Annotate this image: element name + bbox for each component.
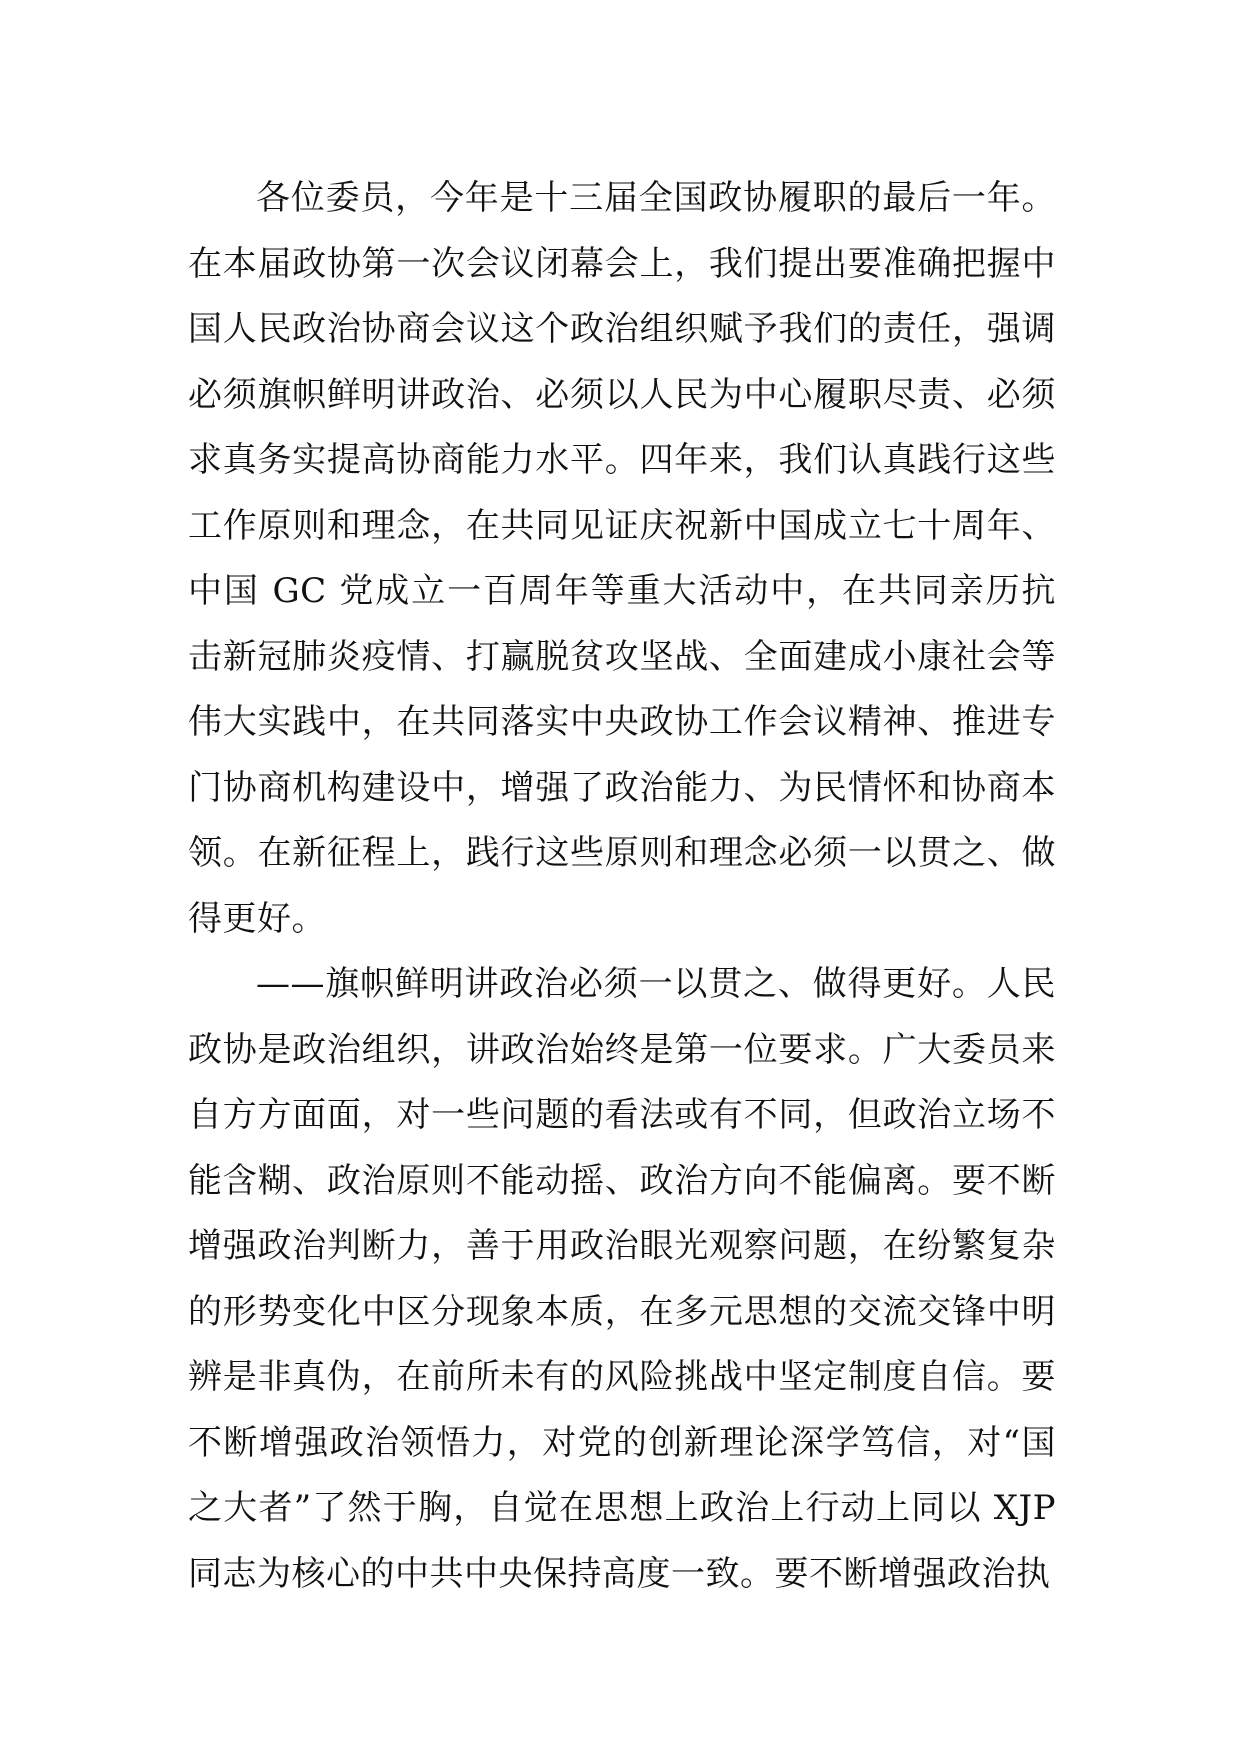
paragraph-1: 各位委员，今年是十三届全国政协履职的最后一年。在本届政协第一次会议闭幕会上，我们提出要准确把握中国人民政治协商会议这个政治组织赋予我们的责任，强调必须旗帜鲜明讲政治、必须以人民为中心履职尽责、必须求真务实提高协商能力水平。四年来，我们认真践行这些工作原则和理念，在共同见证庆祝新中国成立七十周年、中国 GC 党成立一百周年等重大活动中，在共同亲历抗击新冠肺炎疫情、打赢脱贫攻坚战、全面建成小康社会等伟大实践中，在共同落实中央政协工作会议精神、推进专门协商机构建设中，增强了政治能力、为民情怀和协商本领。在新征程上，践行这些原则和理念必须一以贯之、做得更好。	[188, 178, 1056, 939]
paragraph-2: ——旗帜鲜明讲政治必须一以贯之、做得更好。人民政协是政治组织，讲政治始终是第一位要求。广大委员来自方方面面，对一些问题的看法或有不同，但政治立场不能含糊、政治原则不能动摇、政治方向不能偏离。要不断增强政治判断力，善于用政治眼光观察问题，在纷繁复杂的形势变化中区分现象本质，在多元思想的交流交锋中明辨是非真伪，在前所未有的风险挑战中坚定制度自信。要不断增强政治领悟力，对党的创新理论深学笃信，对“国之大者”了然于胸，自觉在思想上政治上行动上同以 XJP 同志为核心的中共中央保持高度一致。要不断增强政治执	[188, 964, 1056, 1594]
body-text	[188, 166, 1056, 1607]
